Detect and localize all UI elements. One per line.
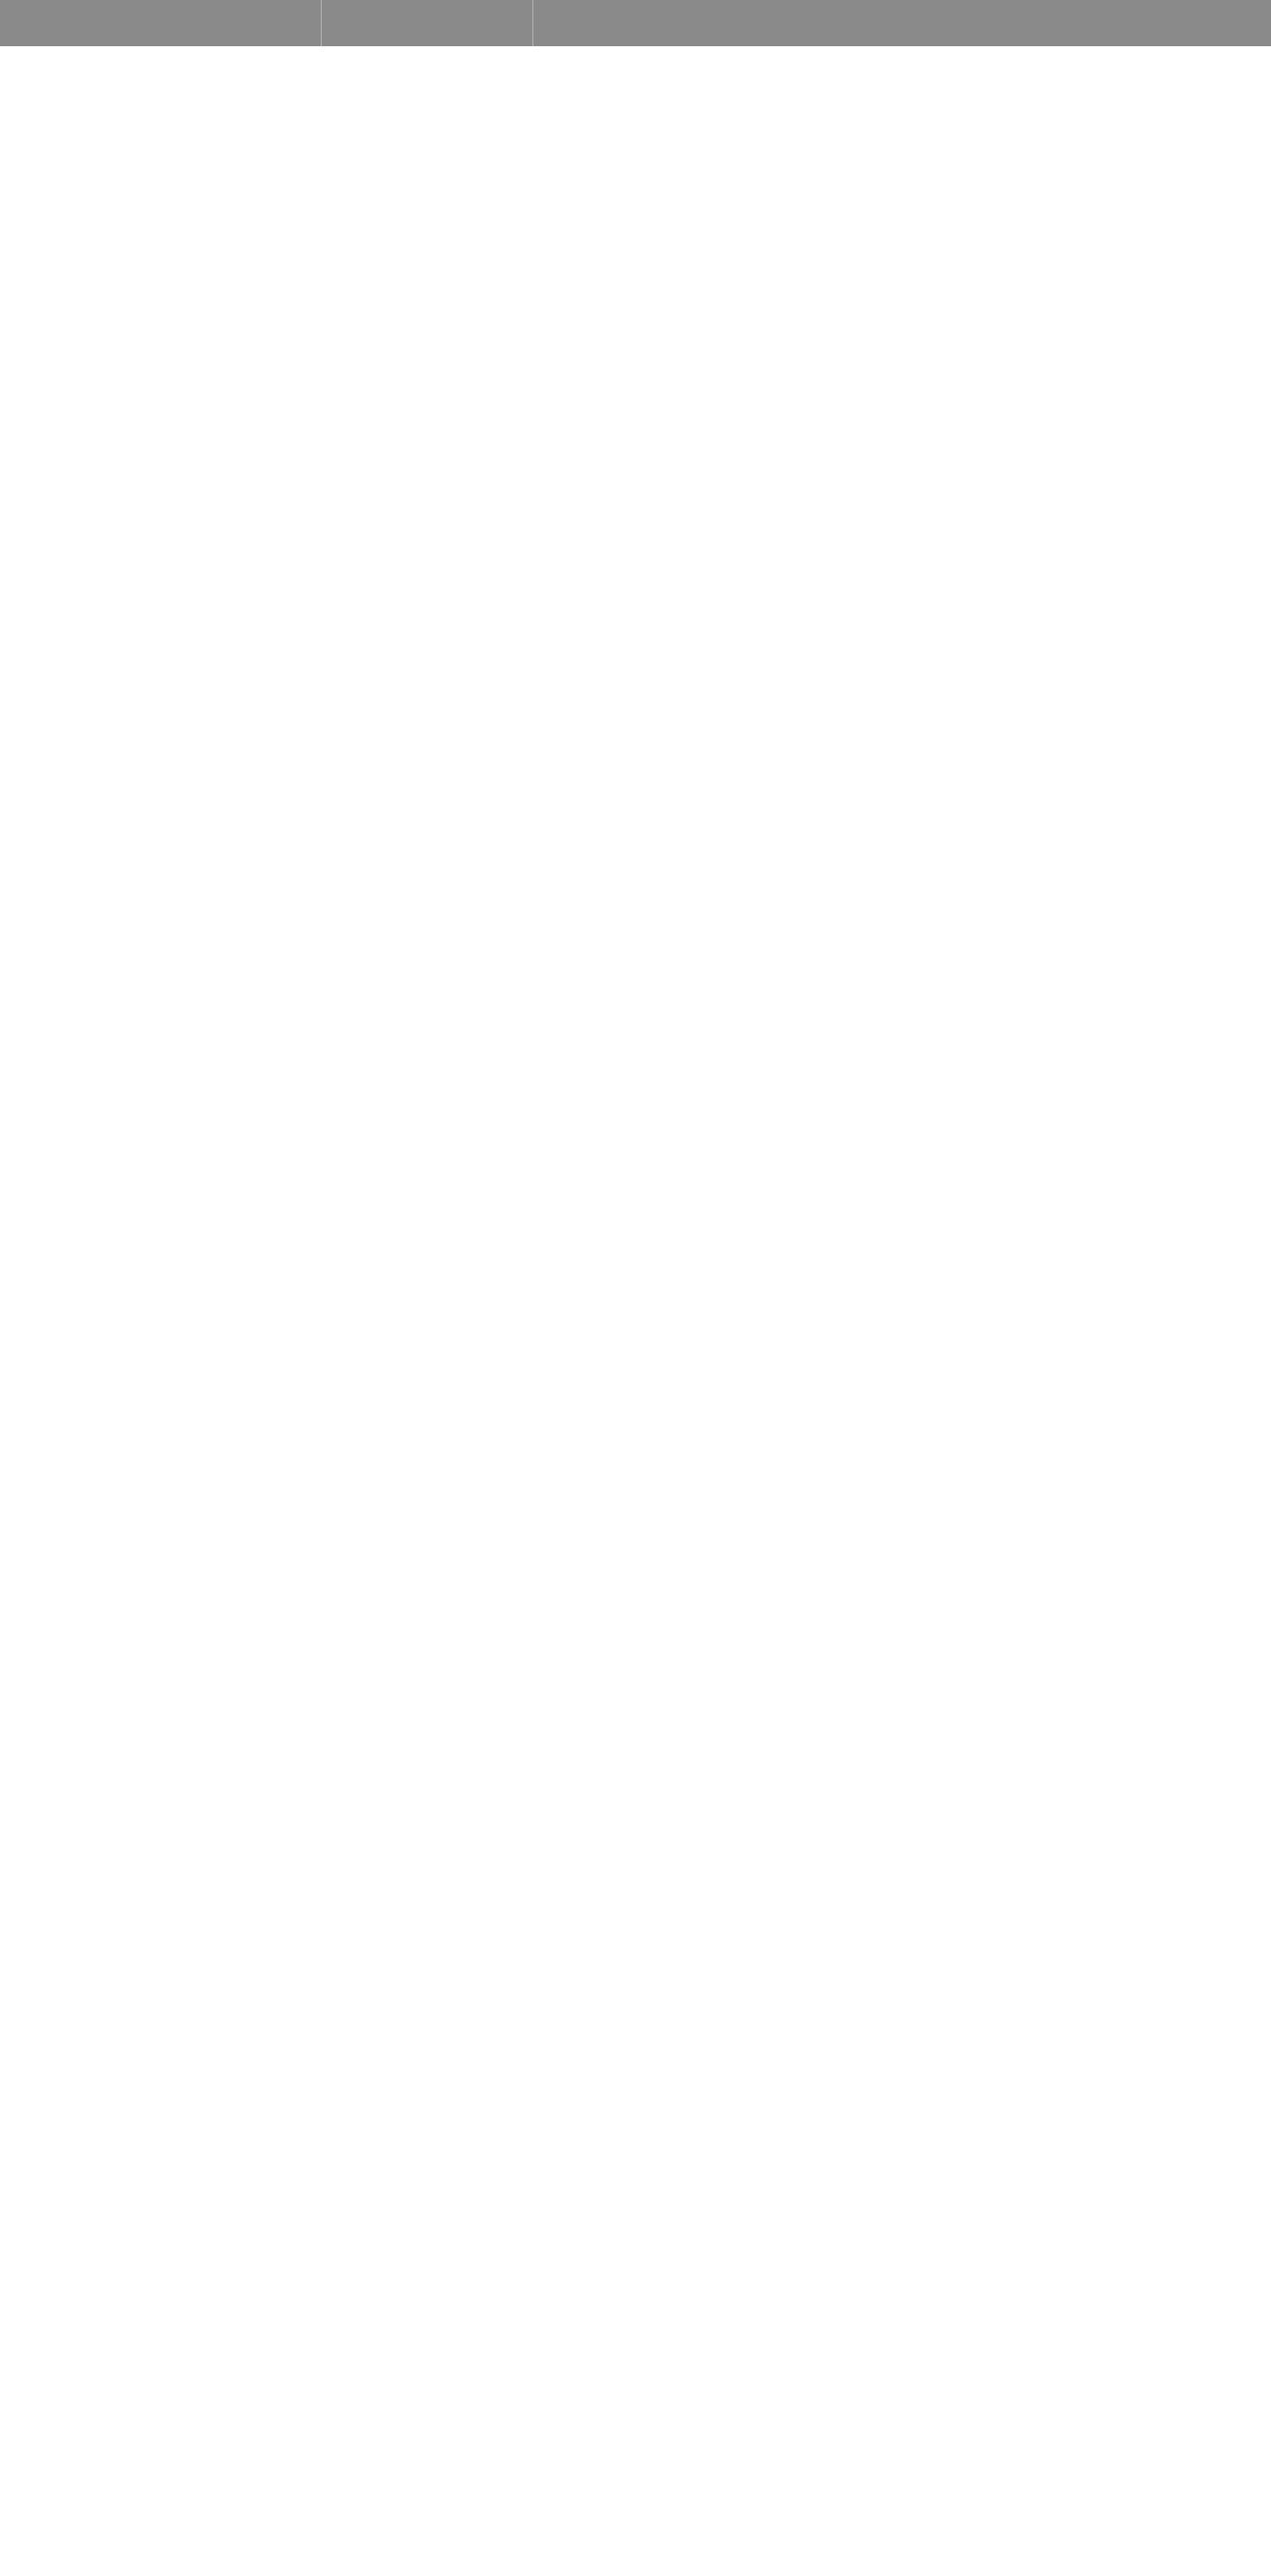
header-divider — [532, 0, 533, 46]
header-divider — [321, 0, 322, 46]
table-header — [0, 0, 1271, 46]
